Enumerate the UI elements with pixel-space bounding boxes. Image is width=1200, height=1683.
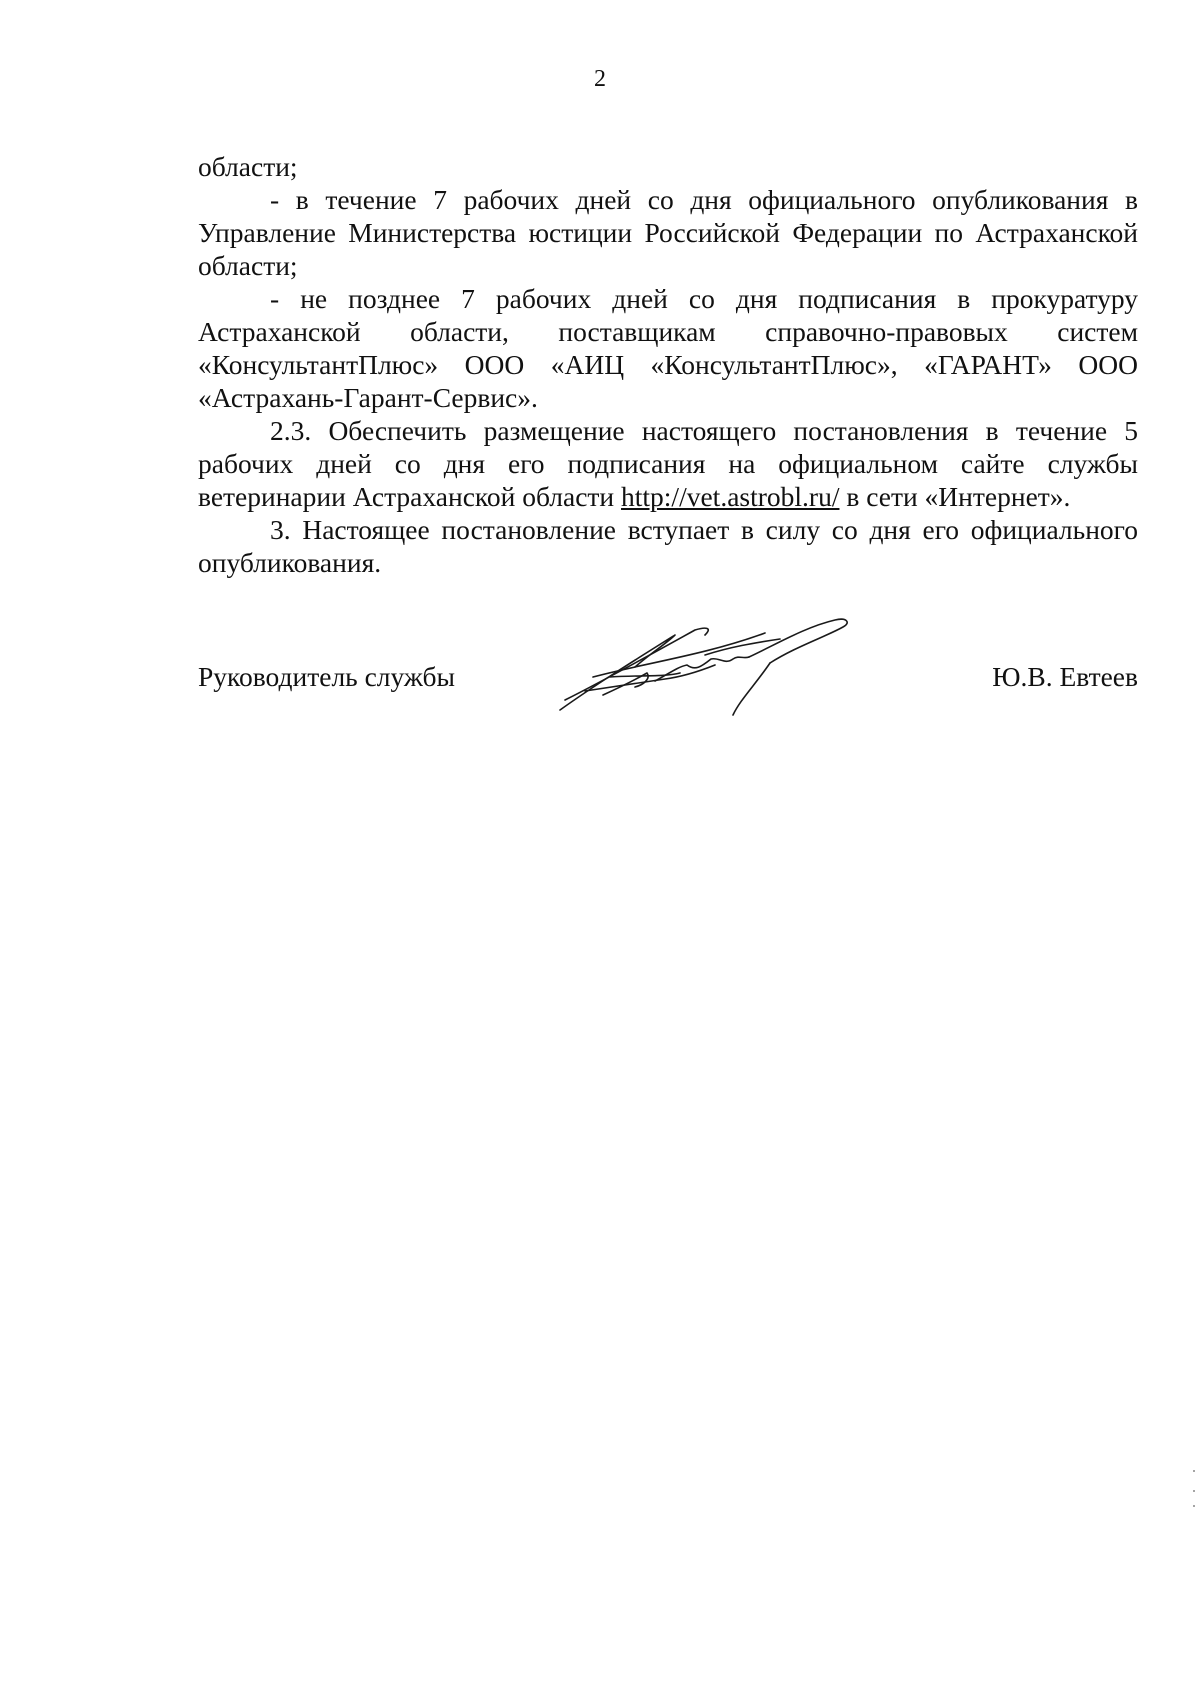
- paragraph-3: 3. Настоящее постановление вступает в силу со дня его официального опубликования.: [198, 514, 1138, 578]
- paragraph-prosecutor-office: - не позднее 7 рабочих дней со дня подписания в прокуратуру Астраханской области, поставщикам справочно-правовых систем «КонсультантПлюс» ООО «АИЦ «КонсультантПлюс», «ГАРАНТ» ООО «Астрахань-Гарант-Сервис».: [198, 283, 1138, 413]
- scan-speck: [1193, 1505, 1195, 1507]
- handwritten-signature-icon: [555, 615, 885, 725]
- paragraph-2-3-text: 2.3. Обеспечить размещение настоящего постановления в течение 5 рабочих дней со дня его подписания на официальном сайте службы ветеринарии Астраханской области: [198, 415, 1138, 512]
- paragraph-2-3-tail: в сети «Интернет».: [839, 481, 1071, 512]
- signer-title: Руководитель службы: [198, 661, 456, 692]
- paragraph-ministry-of-justice: - в течение 7 рабочих дней со дня официального опубликования в Управление Министерства юстиции Российской Федерации по Астраханской области;: [198, 184, 1138, 281]
- paragraph-continuation: области;: [198, 151, 298, 182]
- website-link[interactable]: http://vet.astrobl.ru/: [621, 481, 840, 512]
- scan-speck: [1193, 1490, 1195, 1492]
- scan-speck: [1193, 1470, 1195, 1472]
- paragraph-2-3: [198, 414, 1138, 513]
- document-body: [198, 150, 1138, 579]
- page-number: 2: [594, 66, 606, 92]
- signer-name: Ю.В. Евтеев: [992, 661, 1138, 692]
